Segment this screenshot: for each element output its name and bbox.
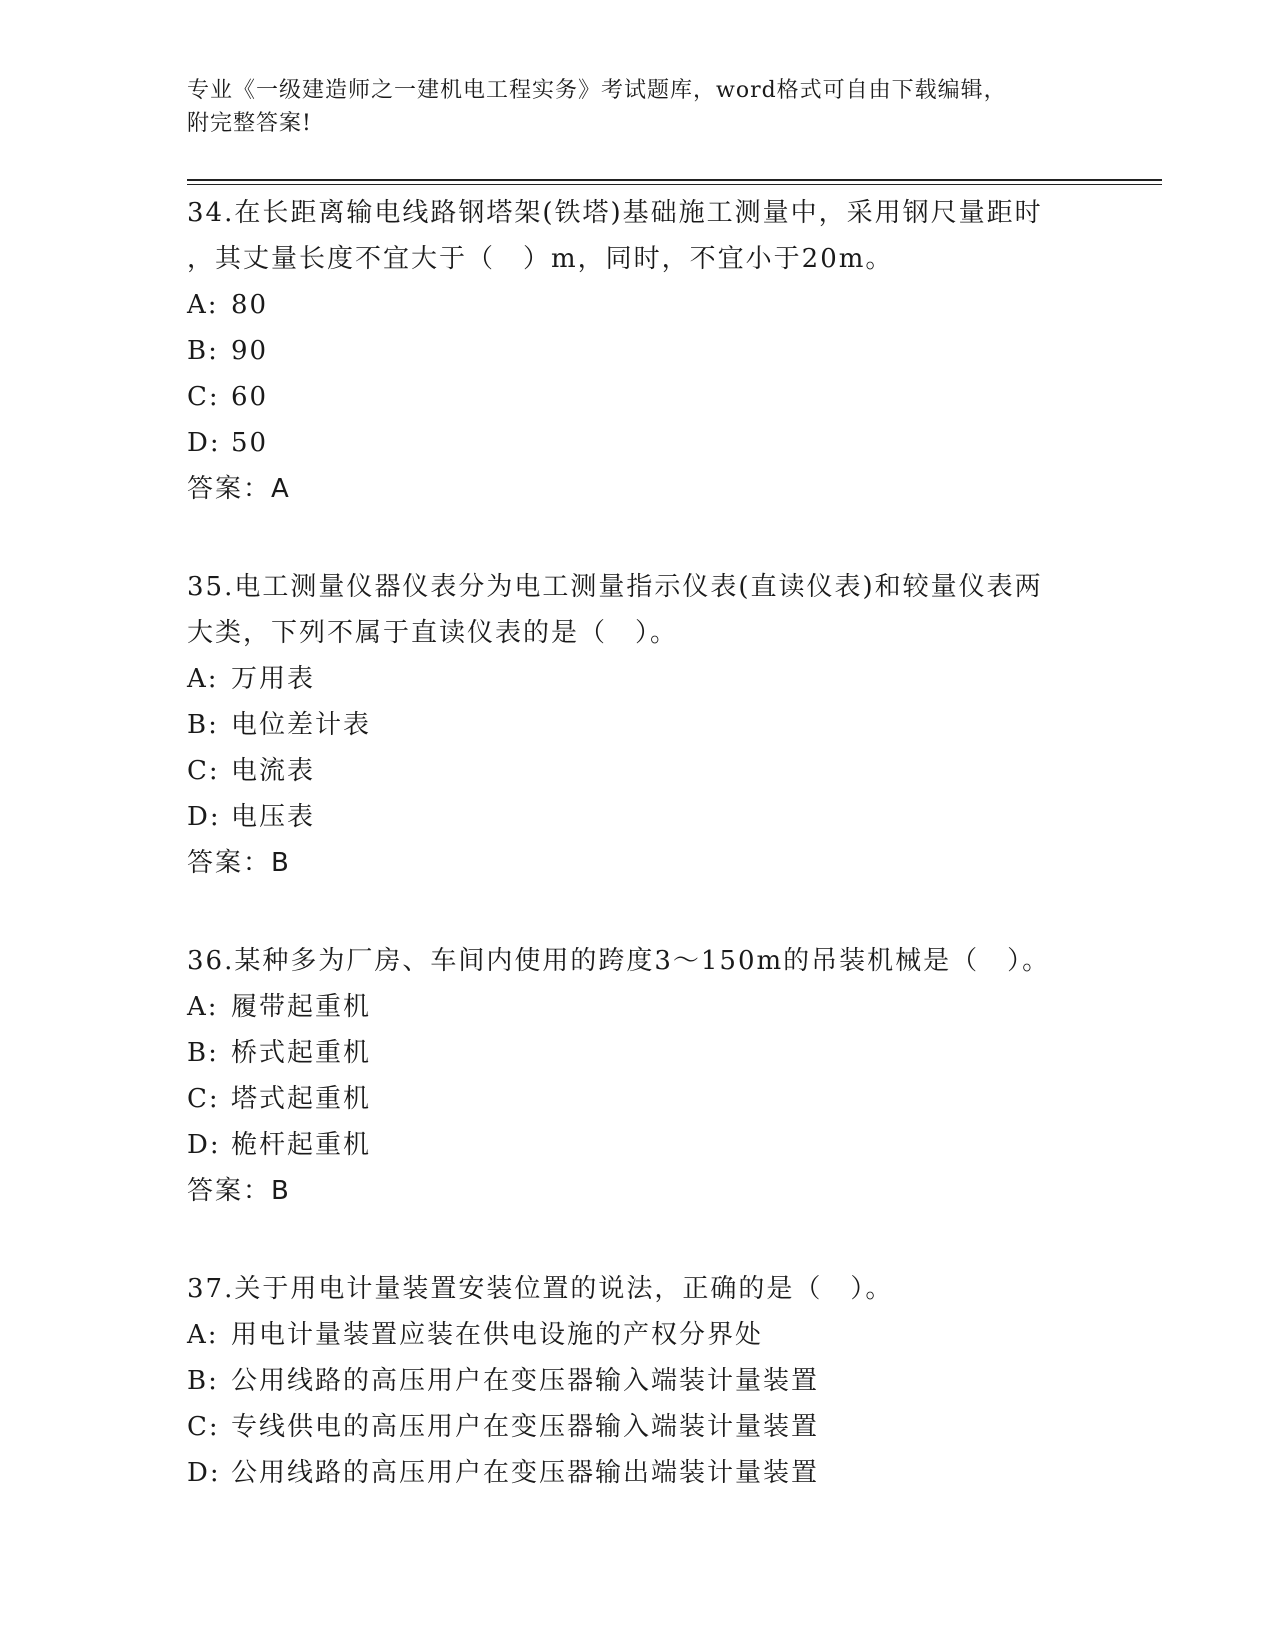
- option-d: [187, 794, 1107, 840]
- option-key: A:: [187, 290, 219, 320]
- question-34: [187, 190, 1107, 512]
- option-d: [187, 1450, 1107, 1496]
- option-b: [187, 702, 1107, 748]
- question-stem: 34.在长距离输电线路钢塔架(铁塔)基础施工测量中，采用钢尺量距时: [187, 198, 1043, 228]
- option-key: B:: [187, 336, 219, 366]
- question-stem-continued: ，其丈量长度不宜大于（ ）m，同时，不宜小于20m。: [187, 244, 894, 274]
- option-b: [187, 1030, 1107, 1076]
- option-text: 电压表: [231, 802, 316, 832]
- option-text: 履带起重机: [231, 992, 372, 1022]
- option-key: A:: [187, 992, 219, 1022]
- option-key: C:: [187, 1084, 220, 1114]
- option-key: B:: [187, 1038, 219, 1068]
- option-key: C:: [187, 756, 220, 786]
- option-c: [187, 748, 1107, 794]
- option-b: [187, 328, 1107, 374]
- question-36: [187, 938, 1107, 1214]
- question-stem-continued: 大类，下列不属于直读仪表的是（ ）。: [187, 618, 679, 648]
- option-key: D:: [187, 1130, 221, 1160]
- question-37: [187, 1266, 1107, 1496]
- question-stem: 37.关于用电计量装置安装位置的说法，正确的是（ ）。: [187, 1274, 894, 1304]
- answer-line: 答案：B: [187, 1176, 291, 1206]
- option-key: D:: [187, 802, 221, 832]
- option-text: 万用表: [231, 664, 316, 694]
- option-key: B:: [187, 710, 219, 740]
- option-key: A:: [187, 664, 219, 694]
- option-text: 80: [231, 290, 269, 320]
- option-a: [187, 1312, 1107, 1358]
- answer-line: 答案：B: [187, 848, 291, 878]
- option-text: 塔式起重机: [231, 1084, 372, 1114]
- option-c: [187, 1404, 1107, 1450]
- option-text: 90: [231, 336, 269, 366]
- option-key: D:: [187, 1458, 221, 1488]
- option-text: 用电计量装置应装在供电设施的产权分界处: [231, 1320, 764, 1350]
- question-35: [187, 564, 1107, 886]
- option-a: [187, 656, 1107, 702]
- question-stem: 36.某种多为厂房、车间内使用的跨度3～150m的吊装机械是（ ）。: [187, 946, 1051, 976]
- option-key: C:: [187, 1412, 220, 1442]
- option-d: [187, 420, 1107, 466]
- option-c: [187, 1076, 1107, 1122]
- option-text: 公用线路的高压用户在变压器输入端装计量装置: [231, 1366, 820, 1396]
- option-key: C:: [187, 382, 220, 412]
- option-text: 电位差计表: [231, 710, 372, 740]
- option-text: 60: [231, 382, 269, 412]
- document-page: [187, 0, 1162, 1650]
- option-key: B:: [187, 1366, 219, 1396]
- option-text: 桥式起重机: [231, 1038, 372, 1068]
- option-key: A:: [187, 1320, 219, 1350]
- option-a: [187, 984, 1107, 1030]
- option-text: 50: [231, 428, 269, 458]
- option-d: [187, 1122, 1107, 1168]
- header-divider-thick: [187, 179, 1162, 181]
- question-list: [187, 190, 1107, 1548]
- header-line-2: 附完整答案!: [187, 111, 312, 136]
- answer-line: 答案：A: [187, 474, 291, 504]
- option-b: [187, 1358, 1107, 1404]
- document-header: [187, 74, 1087, 140]
- option-key: D:: [187, 428, 221, 458]
- option-text: 电流表: [231, 756, 316, 786]
- option-text: 桅杆起重机: [231, 1130, 372, 1160]
- question-stem: 35.电工测量仪器仪表分为电工测量指示仪表(直读仪表)和较量仪表两: [187, 572, 1043, 602]
- option-text: 专线供电的高压用户在变压器输入端装计量装置: [231, 1412, 820, 1442]
- header-line-1: 专业《一级建造师之一建机电工程实务》考试题库，word格式可自由下载编辑，: [187, 78, 1007, 103]
- option-c: [187, 374, 1107, 420]
- header-divider-thin: [187, 184, 1162, 185]
- option-a: [187, 282, 1107, 328]
- option-text: 公用线路的高压用户在变压器输出端装计量装置: [231, 1458, 820, 1488]
